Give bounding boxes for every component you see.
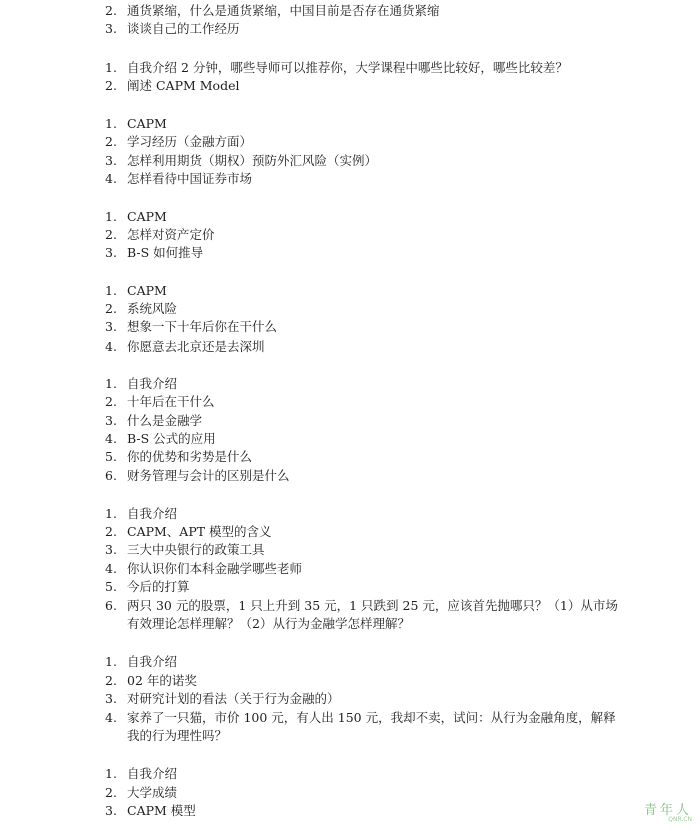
item-text: 自我介绍 [127,766,178,781]
item-number: 4. [105,561,117,576]
list-item [0,784,700,802]
item-text: 怎样利用期货（期权）预防外汇风险（实例） [127,153,378,168]
item-text: CAPM [127,283,167,298]
list-item [0,505,700,523]
item-text: 02 年的诺奖 [127,673,197,688]
item-number: 3. [105,691,117,706]
item-text: 学习经历（金融方面） [127,134,253,149]
list-item [0,541,700,559]
item-number: 3. [105,542,117,557]
list-item [0,560,700,578]
item-text: 你愿意去北京还是去深圳 [127,339,265,354]
list-item [0,59,700,77]
item-number: 6. [105,468,117,483]
item-text-continued: 有效理论怎样理解？（2）从行为金融学怎样理解？ [127,616,410,631]
list-item [0,690,700,708]
item-number: 2. [105,301,117,316]
item-text: 自我介绍 2 分钟，哪些导师可以推荐你，大学课程中哪些比较好，哪些比较差？ [127,60,568,75]
item-text: 三大中央银行的政策工具 [127,542,265,557]
list-item [0,672,700,690]
item-number: 1. [105,283,117,298]
item-number: 2. [105,227,117,242]
item-number: 1. [105,376,117,391]
list-item [0,300,700,318]
list-item [0,20,700,38]
item-text: 系统风险 [127,301,178,316]
watermark-domain: QNR.CN [668,816,692,823]
item-number: 1. [105,506,117,521]
item-number: 5. [105,449,117,464]
item-text: 十年后在干什么 [127,394,215,409]
item-text: 怎样对资产定价 [127,227,215,242]
list-item [0,467,700,485]
item-text: 自我介绍 [127,376,178,391]
list-item [0,412,700,430]
item-text: 谈谈自己的工作经历 [127,21,240,36]
item-text: 家养了一只猫，市价 100 元，有人出 150 元，我却不卖，试问：从行为金融角度，解释 [127,710,616,725]
item-text: 你认识你们本科金融学哪些老师 [127,561,303,576]
list-item [0,448,700,466]
item-number: 2. [105,785,117,800]
item-number: 6. [105,598,117,613]
item-text: 大学成绩 [127,785,178,800]
item-text: 想象一下十年后你在干什么 [127,319,278,334]
item-number: 1. [105,116,117,131]
list-item [0,208,700,226]
item-text: 自我介绍 [127,506,178,521]
item-number: 1. [105,60,117,75]
watermark-text: 青年人 [643,803,692,818]
item-text: 阐述 CAPM Model [127,78,240,93]
list-item [0,115,700,133]
list-item [0,338,700,356]
item-number: 1. [105,766,117,781]
item-number: 3. [105,803,117,818]
item-number: 3. [105,153,117,168]
list-item [0,152,700,170]
item-text: B-S 公式的应用 [127,431,216,446]
list-item [0,2,700,20]
item-text: 你的优势和劣势是什么 [127,449,253,464]
list-item [0,226,700,244]
item-number: 4. [105,339,117,354]
item-number: 2. [105,134,117,149]
list-item [0,170,700,188]
item-number: 3. [105,319,117,334]
list-item [0,282,700,300]
item-text: 自我介绍 [127,654,178,669]
item-number: 3. [105,245,117,260]
item-text: 什么是金融学 [127,413,203,428]
list-item [0,578,700,596]
item-text: 两只 30 元的股票，1 只上升到 35 元，1 只跌到 25 元，应该首先抛哪只？（1）从市场 [127,598,618,613]
item-number: 4. [105,710,117,725]
list-item [0,709,700,747]
item-number: 2. [105,524,117,539]
item-text: B-S 如何推导 [127,245,204,260]
list-item [0,244,700,262]
item-number: 2. [105,394,117,409]
item-text: CAPM 模型 [127,803,196,818]
item-text: 财务管理与会计的区别是什么 [127,468,290,483]
list-item [0,597,700,635]
item-text: CAPM [127,116,167,131]
list-item [0,77,700,95]
item-text-continued: 我的行为理性吗？ [127,728,228,743]
list-item [0,318,700,336]
item-number: 3. [105,413,117,428]
item-text: 通货紧缩，什么是通货紧缩，中国目前是否存在通货紧缩 [127,3,440,18]
item-number: 4. [105,431,117,446]
list-item [0,133,700,151]
list-item [0,802,700,820]
item-text: 对研究计划的看法（关于行为金融的） [127,691,340,706]
item-number: 2. [105,78,117,93]
item-text: 怎样看待中国证券市场 [127,171,253,186]
item-number: 2. [105,673,117,688]
list-item [0,375,700,393]
list-item [0,430,700,448]
item-number: 3. [105,21,117,36]
item-number: 1. [105,209,117,224]
watermark-logo [632,799,692,825]
item-text: 今后的打算 [127,579,190,594]
list-item [0,653,700,671]
item-number: 4. [105,171,117,186]
list-item [0,765,700,783]
item-number: 1. [105,654,117,669]
item-number: 2. [105,3,117,18]
item-text: CAPM、APT 模型的含义 [127,524,272,539]
list-item [0,523,700,541]
item-text: CAPM [127,209,167,224]
item-number: 5. [105,579,117,594]
list-item [0,393,700,411]
